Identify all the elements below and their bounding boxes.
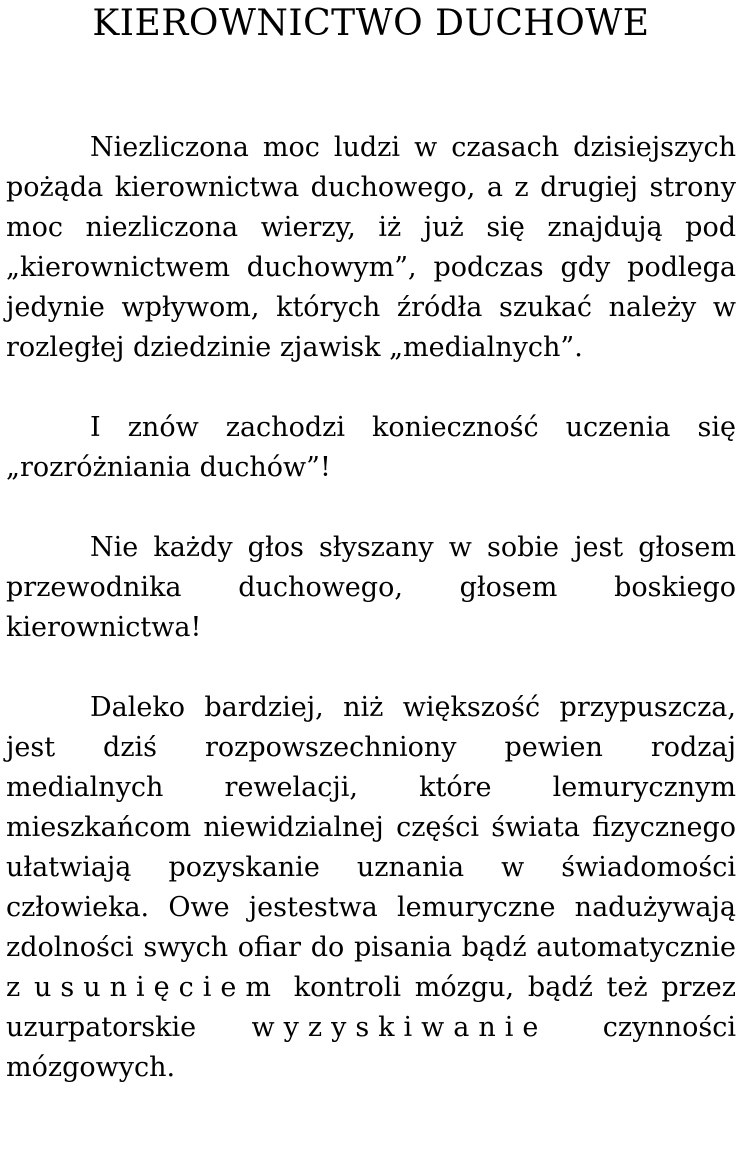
paragraph-4 <box>6 688 736 1088</box>
paragraph-3 <box>6 528 736 648</box>
paragraph-2 <box>6 408 736 488</box>
paragraph-text: czynności mózgowych. <box>6 1012 736 1083</box>
paragraph-text: Niezliczona moc ludzi w czasach dzisiejszych pożąda kierownictwa duchowego, a z drugiej strony moc niezliczona wierzy, iż już się znajdują pod „kierownictwem duchowym”, podczas gdy podlega jedynie wpływom, których źródła szukać należy w rozległej dziedzinie zjawisk „medialnych”. <box>6 132 736 363</box>
paragraph-text: kontroli mózgu, bądź też przez uzurpatorskie <box>6 972 736 1043</box>
emphasized-word: wyzyskiwanie <box>251 1012 548 1043</box>
paragraph-text: I znów zachodzi konieczność uczenia się „rozróżniania duchów”! <box>6 412 736 483</box>
emphasized-word: usunięciem <box>34 972 280 1003</box>
paragraph-text: Nie każdy głos słyszany w sobie jest głosem przewodnika duchowego, głosem boskiego kierownictwa! <box>6 532 736 643</box>
body-text <box>6 128 736 1088</box>
paragraph-text: Daleko bardziej, niż większość przypuszcza, jest dziś rozpowszechniony pewien rodzaj medialnych rewelacji, które lemurycznym mieszkańcom niewidzialnej części świata fizycznego ułatwiają pozyskanie uznania w świadomości człowieka. Owe jestestwa lemuryczne nadużywają zdolności swych ofiar do pisania bądź automatycznie z <box>6 692 736 1003</box>
paragraph-1 <box>6 128 736 368</box>
page-title: KIEROWNICTWO DUCHOWE <box>92 3 650 44</box>
